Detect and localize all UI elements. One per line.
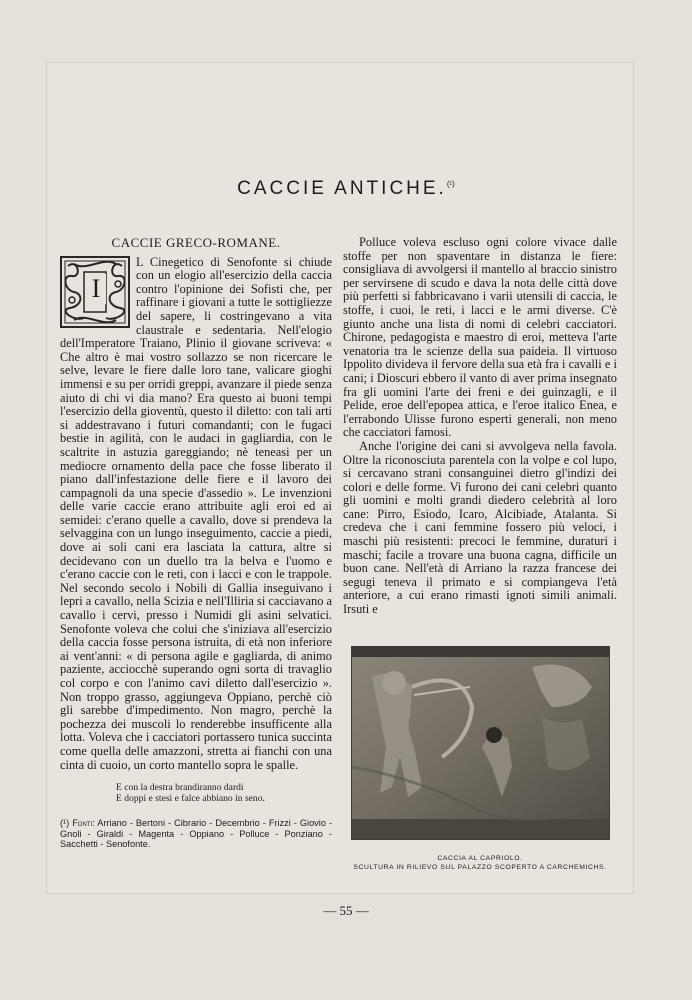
hunting-relief-image [352, 647, 609, 839]
right-paragraph-1: Polluce voleva escluso ogni colore vivace dalle stoffe per non spaventare in distanza le fiere: consigliava di avvolgersi il mantello al braccio sinistro per servirsene di scudo e dava la nota delle città dove più perfetti si fabbricavano i varii utensili di caccia, le stoffe, i cuoi, le reti, i lacci e le armi diverse. C'è giunto anche una lista di nomi di celebri cacciatori. Chirone, pedagogista e maestro di eroi, metteva l'arte venatoria tra le scienze della sua paideia. Il virtuoso Ippolito divideva il fervore della sua età fra i cavalli e i cani; i Dioscuri ebbero il vanto di aver prima insegnato fra gli uomini l'arte dei freni e dei guinzagli, e il Pelide, eroe dell'epopea attica, e l'eroe italico Enea, e l'errabondo Ulisse furono esperti generali, non meno che cacciatori famosi. [343, 235, 617, 440]
initial-letter: I [86, 274, 106, 304]
right-paragraph-2: Anche l'origine dei cani si avvolgeva nella favola. Oltre la riconosciuta parentela con la volpe e col lupo, si cercavano strani consanguinei dietro gl'indizi dei colori e delle forme. Vi furono dei cani celebri quanto gli uomini e molti grandi diedero celebrità al loro cane: Pirro, Esiodo, Icaro, Alcibiade, Atalanta. Si credeva che i cani femmine fossero più veloci, i maschi più resistenti: precoci le femmine, duraturi i maschi; facile a trovare una buona cagna, difficile un buon cane. Nell'età di Arriano la razza francese dei segugi teneva il primato e si compiangeva l'età anteriore, a cui erano rimasti ignoti simili animali. Irsuti e [343, 438, 617, 617]
caption-line-2: SCULTURA IN RILIEVO SUL PALAZZO SCOPERTO A CARCHEMICHS. [353, 863, 607, 871]
verse-line-1: E con la destra brandiranno dardi [116, 782, 244, 794]
left-paragraph: L Cinegetico di Senofonte si chiude con un elogio all'esercizio della caccia contro l'opinione dei Sofisti che, per raffinare i giovani a tutte le sottigliezze del sapere, li costringevano a vita claustrale e sedentaria. Nell'elogio dell'Imperatore Traiano, Plinio il giovane scriveva: « Che altro è mai vostro sollazzo se non ricercare le selve, levare le fiere dalle loro tane, valicare gioghi immensi e su per orridi greppi, avanzare il piede senza aiuto di chi vi dia mano? Era questo ai buoni tempi l'esercizio della gioventù, questo il diletto: con tali arti si addestravano i futuri comandanti; con le fugaci bestie in agilità, con le audaci in gagliardia, con le scaltrite in astuzia gareggiando; nè teneasi per un mediocre ornamento della pace che fosse liberato il piano dall'infestazione delle fiere e il lavoro dei campagnoli da una specie d'assedio ». Le invenzioni delle varie caccie erano attribuite agli eroi ed ai semidei: c'erano quelle a cavallo, dove si prendeva la selvaggina con un lungo inseguimento, caccie a piedi, dove ai soli cani era lasciata la cattura, altre si decidevano con un duello tra la belva e l'uomo e c'erano caccie con le reti, con i lacci e con le trappole. Nel secondo secolo i Nobili di Gallia inseguivano i lepri a cavallo, nella Scizia e nell'Illiria si cacciavano a cavallo i cervi, presso i Numidi gli asini selvatici. Senofonte voleva che colui che s'iniziava all'esercizio della caccia fosse persona istruita, di età non inferiore ai vent'anni: « di persona agile e gagliarda, di animo paziente, acciocchè superando ogni sorta di travaglio col corpo e con l'animo cavi diletto dall'esercizio ». Non troppo grasso, aggiungeva Oppiano, perchè ciò gli sarebbe d'impedimento. Non magro, perchè la pochezza dei muscoli lo renderebbe insufficente alla lotta. Voleva che i cacciatori portassero tunica succinta come quella delle amazzoni, stretta ai fianchi con una cinta di cuoio, un corto mantello sopra le spalle. [60, 254, 332, 772]
relief-photo [351, 646, 610, 840]
caption-line-1: CACCIA AL CAPRIOLO. [437, 855, 523, 862]
decorated-initial [60, 256, 130, 328]
footnote-text: Arriano - Bertoni - Cibrario - Decembrio - Frizzi - Giovio - Gnoli - Giraldi - Magenta - Oppiano - Polluce - Ponziano - Sacchetti - Senofonte. [60, 818, 333, 850]
title-text: CACCIE ANTICHE. [237, 178, 447, 199]
right-column [343, 236, 617, 617]
verse-line-2: E doppi e stesi e falce abbiano in seno. [116, 793, 265, 805]
page-number: — 55 — [323, 903, 369, 918]
figure-caption [346, 855, 614, 872]
left-column [60, 236, 332, 850]
page-title [0, 178, 692, 200]
title-footnote-mark: (¹) [446, 179, 455, 189]
section-heading: CACCIE GRECO-ROMANE. [111, 235, 281, 250]
footnote [60, 818, 332, 850]
verse-quote [116, 782, 332, 804]
footnote-mark: (¹) Fonti: [60, 818, 95, 829]
